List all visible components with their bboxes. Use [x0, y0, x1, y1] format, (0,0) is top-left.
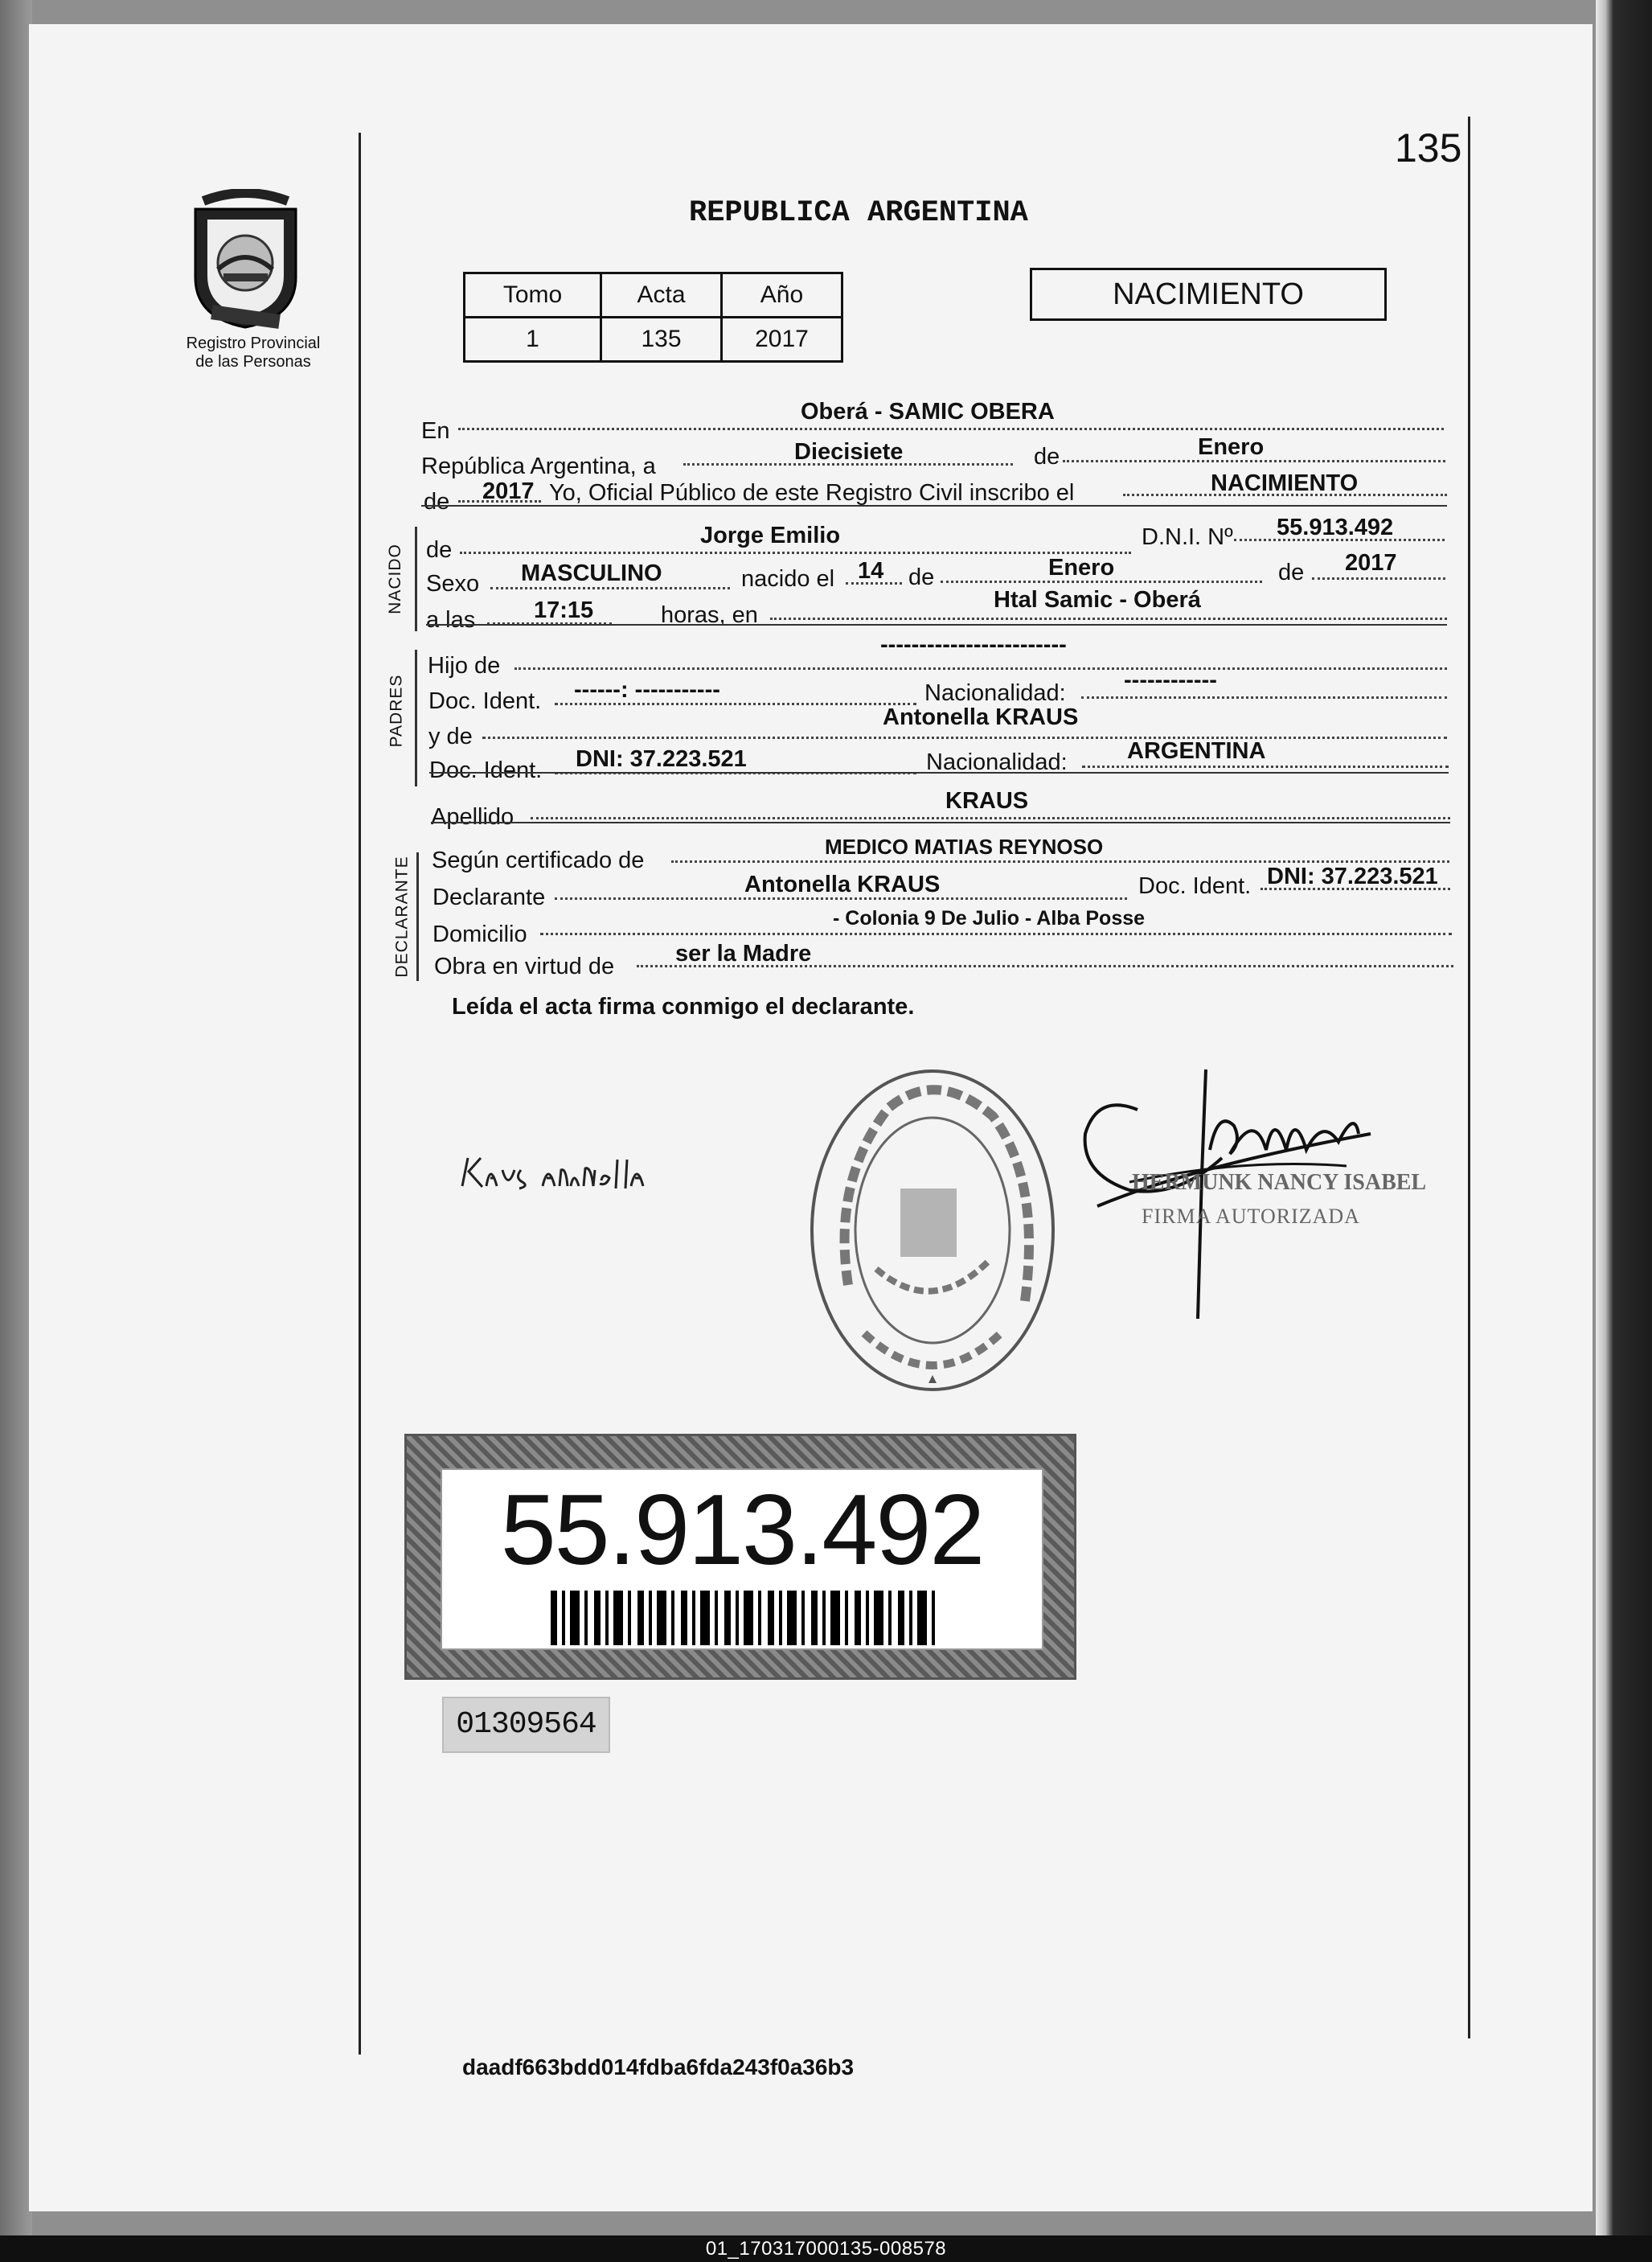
label-doc-ident: Doc. Ident. [428, 688, 542, 714]
acta-table-header-row [465, 273, 842, 318]
closing-statement: Leída el acta firma conmigo el declarante. [452, 994, 915, 1020]
line-nombre [460, 552, 1131, 554]
padres-bracket [415, 650, 417, 786]
value-padre-nac: ------------ [1124, 667, 1217, 693]
value-dni: 55.913.492 [1277, 515, 1394, 540]
value-certificado: MEDICO MATIAS REYNOSO [825, 835, 1104, 859]
line-madre-nac [1082, 766, 1449, 768]
label-y-de: y de [428, 724, 473, 749]
certificate-type-box: NACIMIENTO [1030, 268, 1387, 321]
line-certificado [671, 860, 1449, 863]
value-lugar: Oberá - SAMIC OBERA [801, 399, 1055, 425]
emblem-icon [187, 189, 304, 330]
label-doc-ident-3: Doc. Ident. [1138, 873, 1252, 899]
line-padre-nac [1081, 696, 1447, 699]
official-name: HERMUNK NANCY ISABEL [1132, 1170, 1427, 1195]
label-dni-no: D.N.I. Nº [1142, 524, 1233, 550]
line-lugar [458, 428, 1444, 430]
label-horas-en: horas, en [661, 602, 758, 628]
value-mes-nac: Enero [1048, 555, 1115, 581]
acta-value-acta: 135 [601, 318, 722, 362]
value-mes: Enero [1198, 434, 1265, 460]
label-de-year: de [424, 489, 450, 515]
round-official-stamp [800, 1060, 1073, 1418]
label-de3: de [1278, 560, 1305, 585]
label-de2: de [908, 564, 935, 590]
acta-header-tomo: Tomo [465, 273, 601, 318]
official-title: FIRMA AUTORIZADA [1142, 1205, 1360, 1228]
value-padre: ------------------------ [880, 632, 1067, 658]
value-nombre: Jorge Emilio [700, 523, 841, 548]
acta-table [463, 272, 843, 363]
line-lugar-nac [770, 618, 1447, 620]
label-sexo: Sexo [426, 571, 480, 597]
acta-header-anio: Año [722, 273, 842, 318]
barcode-panel [441, 1468, 1043, 1650]
document-hash: daadf663bdd014fdba6fda243f0a36b3 [462, 2055, 855, 2079]
section-divider-3 [429, 772, 1449, 774]
side-label-nacido: NACIDO [385, 544, 404, 614]
logo-caption-line-1: Registro Provincial [186, 335, 321, 352]
stamp-seal-icon [800, 1060, 1073, 1414]
value-obra: ser la Madre [675, 941, 812, 967]
acta-value-tomo: 1 [465, 318, 601, 362]
value-padre-doc: ------: ----------- [574, 677, 720, 703]
scan-background-left [0, 0, 32, 2235]
value-hora: 17:15 [534, 597, 594, 623]
value-madre: Antonella KRAUS [883, 704, 1079, 730]
value-declarante: Antonella KRAUS [744, 872, 941, 897]
declarante-bracket [416, 852, 419, 981]
label-nacido-de: de [426, 537, 453, 563]
label-de: de [1034, 444, 1060, 470]
barcode-bars-icon [551, 1591, 937, 1645]
line-madre [482, 737, 1447, 739]
value-madre-doc: DNI: 37.223.521 [576, 746, 747, 772]
label-obra-en-virtud: Obra en virtud de [434, 954, 615, 979]
label-yo-oficial: Yo, Oficial Público de este Registro Civil inscribo el [549, 480, 1075, 506]
label-hijo-de: Hijo de [428, 653, 501, 679]
logo-caption [161, 335, 346, 372]
line-domicilio [540, 933, 1452, 935]
value-domicilio: - Colonia 9 De Julio - Alba Posse [833, 907, 1146, 930]
document-title: REPUBLICA ARGENTINA [689, 196, 1028, 230]
line-apellido [531, 817, 1450, 819]
value-declarante-doc: DNI: 37.223.521 [1267, 864, 1438, 889]
acta-table-value-row [465, 318, 842, 362]
line-anio-nac [1312, 577, 1445, 580]
label-declarante: Declarante [432, 885, 546, 910]
handwritten-signature-icon [458, 1142, 724, 1198]
value-dia-nac: 14 [858, 558, 884, 584]
logo-caption-line-2: de las Personas [195, 353, 311, 371]
side-label-padres: PADRES [387, 674, 406, 748]
acta-value-anio: 2017 [722, 318, 842, 362]
file-code: 01_170317000135-008578 [705, 2238, 947, 2260]
control-number: 01309564 [442, 1697, 610, 1753]
nacido-bracket [415, 527, 417, 631]
value-apellido: KRAUS [945, 788, 1029, 814]
value-anio-nac: 2017 [1345, 550, 1397, 576]
label-nacionalidad: Nacionalidad: [924, 680, 1066, 706]
value-sexo: MASCULINO [521, 560, 662, 586]
label-domicilio: Domicilio [432, 922, 527, 947]
section-divider-1 [421, 505, 1447, 507]
value-dia-letras: Diecisiete [794, 439, 904, 465]
label-doc-ident-2: Doc. Ident. [429, 757, 543, 783]
right-margin-line [1468, 117, 1470, 2038]
label-nacido-el: nacido el [741, 566, 835, 592]
label-nacionalidad-2: Nacionalidad: [926, 749, 1068, 775]
declarant-signature [458, 1142, 724, 1202]
section-divider-2 [426, 624, 1447, 626]
label-republica-a: República Argentina, a [421, 454, 656, 479]
side-label-declarante: DECLARANTE [392, 856, 412, 978]
line-padre [514, 667, 1447, 670]
section-divider-4 [431, 822, 1450, 823]
acta-header-acta: Acta [601, 273, 722, 318]
page-number: 135 [1395, 125, 1462, 170]
barcode-number: 55.913.492 [500, 1475, 984, 1586]
label-segun-certificado: Según certificado de [432, 848, 645, 873]
value-lugar-nac: Htal Samic - Oberá [994, 587, 1201, 613]
value-anio: 2017 [482, 478, 535, 504]
value-madre-nac: ARGENTINA [1127, 738, 1266, 764]
scan-background-right [1596, 0, 1652, 2235]
label-apellido: Apellido [431, 804, 514, 830]
barcode-label [404, 1434, 1076, 1680]
left-margin-line [359, 133, 361, 2055]
label-en: En [421, 418, 450, 444]
line-sexo [490, 587, 730, 589]
value-acto: NACIMIENTO [1211, 470, 1359, 496]
label-a-las: a las [426, 607, 476, 633]
provincial-emblem [187, 189, 304, 330]
